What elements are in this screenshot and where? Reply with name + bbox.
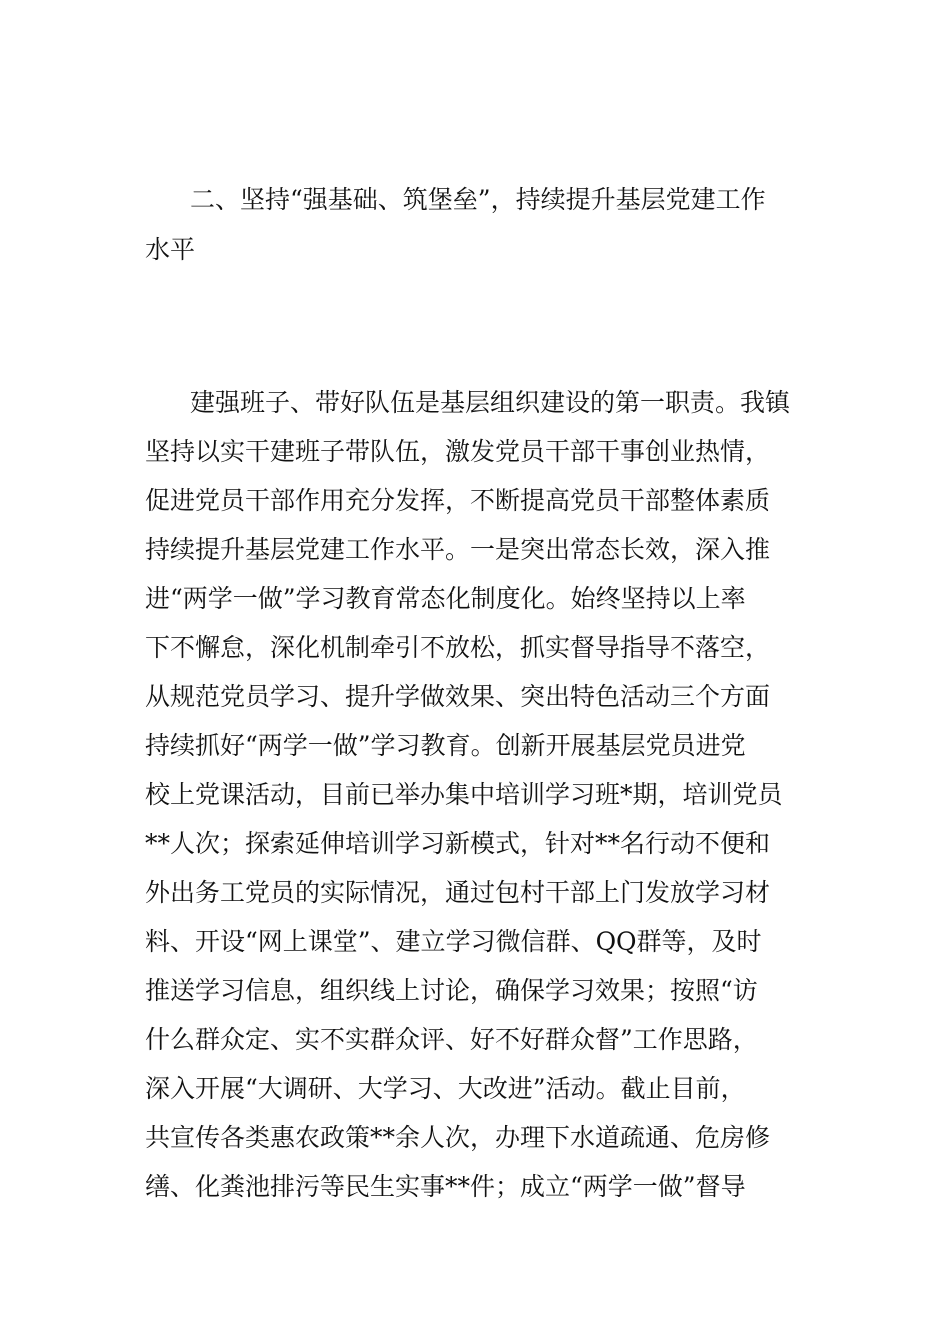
body-line-4: 持续提升基层党建工作水平。一是突出常态长效，深入推 [145,535,771,564]
body-line-6: 下不懈怠，深化机制牵引不放松，抓实督导指导不落空， [145,633,771,662]
body-line-15: 深入开展“大调研、大学习、大改进”活动。截止目前， [145,1074,746,1103]
body-line-5: 进“两学一做”学习教育常态化制度化。始终坚持以上率 [145,584,746,613]
body-line-2: 坚持以实干建班子带队伍，激发党员干部干事创业热情， [145,437,771,466]
body-line-9: 校上党课活动，目前已举办集中培训学习班*期，培训党员 [145,780,783,809]
body-line-7: 从规范党员学习、提升学做效果、突出特色活动三个方面 [145,682,771,711]
body-line-12: 料、开设“网上课堂”、建立学习微信群、QQ群等，及时 [145,927,762,956]
section-heading-line-2: 水平 [145,235,196,264]
body-line-8: 持续抓好“两学一做”学习教育。创新开展基层党员进党 [145,731,746,760]
body-line-10: **人次；探索延伸培训学习新模式，针对**名行动不便和 [145,829,771,858]
body-line-17: 缮、化粪池排污等民生实事**件；成立“两学一做”督导 [145,1172,746,1201]
body-line-3: 促进党员干部作用充分发挥，不断提高党员干部整体素质 [145,486,771,515]
body-line-11: 外出务工党员的实际情况，通过包村干部上门发放学习材 [145,878,771,907]
section-heading-line-1: 二、坚持“强基础、筑堡垒”，持续提升基层党建工作 [190,185,766,214]
body-line-1: 建强班子、带好队伍是基层组织建设的第一职责。我镇 [190,388,791,417]
body-line-16: 共宣传各类惠农政策**余人次，办理下水道疏通、危房修 [145,1123,771,1152]
body-line-14: 什么群众定、实不实群众评、好不好群众督”工作思路， [145,1025,758,1054]
body-line-13: 推送学习信息，组织线上讨论，确保学习效果；按照“访 [145,976,758,1005]
